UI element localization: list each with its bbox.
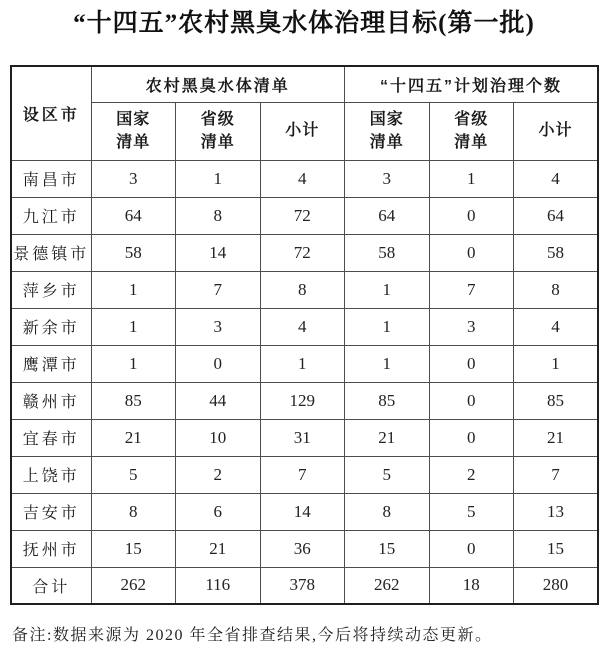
value-cell: 10	[176, 419, 261, 456]
value-cell: 0	[429, 345, 514, 382]
header-city-column: 设区市	[11, 66, 91, 160]
table-row	[11, 419, 598, 456]
value-cell: 8	[345, 493, 430, 530]
value-cell: 72	[260, 197, 345, 234]
table-row	[11, 493, 598, 530]
value-cell: 3	[345, 160, 430, 197]
value-cell: 72	[260, 234, 345, 271]
header-subtotal	[260, 102, 345, 160]
value-cell: 4	[514, 308, 599, 345]
value-cell: 15	[91, 530, 176, 567]
value-cell: 1	[91, 271, 176, 308]
header-subtotal-label: 小计	[285, 122, 320, 140]
value-cell: 6	[176, 493, 261, 530]
value-cell: 8	[514, 271, 599, 308]
value-cell: 0	[176, 345, 261, 382]
city-cell: 上饶市	[11, 456, 91, 493]
value-cell: 280	[514, 567, 599, 604]
value-cell: 0	[429, 419, 514, 456]
value-cell: 14	[260, 493, 345, 530]
value-cell: 1	[514, 345, 599, 382]
value-cell: 1	[91, 345, 176, 382]
value-cell: 58	[91, 234, 176, 271]
header-plan-national-list-label: 国家清单	[369, 110, 404, 151]
table-row	[11, 382, 598, 419]
value-cell: 0	[429, 382, 514, 419]
value-cell: 5	[91, 456, 176, 493]
value-cell: 64	[514, 197, 599, 234]
value-cell: 7	[260, 456, 345, 493]
header-plan-subtotal-label: 小计	[538, 122, 573, 140]
value-cell: 5	[345, 456, 430, 493]
value-cell: 44	[176, 382, 261, 419]
value-cell: 4	[260, 308, 345, 345]
table-row	[11, 308, 598, 345]
city-cell: 抚州市	[11, 530, 91, 567]
city-cell: 新余市	[11, 308, 91, 345]
table-row	[11, 197, 598, 234]
header-plan-subtotal	[514, 102, 599, 160]
value-cell: 58	[345, 234, 430, 271]
value-cell: 18	[429, 567, 514, 604]
header-row-groups	[11, 66, 598, 102]
header-provincial-list	[176, 102, 261, 160]
value-cell: 1	[429, 160, 514, 197]
value-cell: 1	[176, 160, 261, 197]
table-row	[11, 160, 598, 197]
city-cell: 合计	[11, 567, 91, 604]
value-cell: 21	[91, 419, 176, 456]
value-cell: 14	[176, 234, 261, 271]
value-cell: 64	[345, 197, 430, 234]
value-cell: 8	[260, 271, 345, 308]
value-cell: 5	[429, 493, 514, 530]
value-cell: 13	[514, 493, 599, 530]
city-cell: 宜春市	[11, 419, 91, 456]
value-cell: 3	[176, 308, 261, 345]
value-cell: 4	[260, 160, 345, 197]
header-plan-provincial-list-label: 省级清单	[454, 110, 489, 151]
treatment-targets-table	[10, 65, 599, 605]
table-row-total	[11, 567, 598, 604]
city-cell: 赣州市	[11, 382, 91, 419]
value-cell: 85	[345, 382, 430, 419]
page-title: “十四五”农村黑臭水体治理目标(第一批)	[73, 10, 535, 37]
value-cell: 2	[429, 456, 514, 493]
table-row	[11, 271, 598, 308]
value-cell: 3	[91, 160, 176, 197]
city-cell: 鹰潭市	[11, 345, 91, 382]
value-cell: 36	[260, 530, 345, 567]
city-cell: 吉安市	[11, 493, 91, 530]
value-cell: 8	[176, 197, 261, 234]
table-row	[11, 530, 598, 567]
table-row	[11, 234, 598, 271]
footnote: 备注:数据来源为 2020 年全省排查结果,今后将持续动态更新。	[12, 627, 493, 644]
header-row-subcolumns	[11, 102, 598, 160]
value-cell: 58	[514, 234, 599, 271]
value-cell: 85	[514, 382, 599, 419]
value-cell: 1	[345, 271, 430, 308]
value-cell: 1	[345, 308, 430, 345]
value-cell: 1	[91, 308, 176, 345]
value-cell: 31	[260, 419, 345, 456]
city-cell: 南昌市	[11, 160, 91, 197]
value-cell: 378	[260, 567, 345, 604]
value-cell: 262	[91, 567, 176, 604]
value-cell: 0	[429, 197, 514, 234]
value-cell: 7	[429, 271, 514, 308]
value-cell: 85	[91, 382, 176, 419]
value-cell: 129	[260, 382, 345, 419]
table-row	[11, 456, 598, 493]
value-cell: 7	[514, 456, 599, 493]
city-cell: 景德镇市	[11, 234, 91, 271]
value-cell: 1	[260, 345, 345, 382]
value-cell: 116	[176, 567, 261, 604]
value-cell: 0	[429, 530, 514, 567]
header-national-list	[91, 102, 176, 160]
value-cell: 7	[176, 271, 261, 308]
value-cell: 64	[91, 197, 176, 234]
value-cell: 8	[91, 493, 176, 530]
value-cell: 1	[345, 345, 430, 382]
value-cell: 21	[514, 419, 599, 456]
city-cell: 九江市	[11, 197, 91, 234]
value-cell: 21	[345, 419, 430, 456]
value-cell: 3	[429, 308, 514, 345]
value-cell: 21	[176, 530, 261, 567]
header-group-plan: “十四五”计划治理个数	[345, 66, 599, 102]
value-cell: 4	[514, 160, 599, 197]
header-group-inventory: 农村黑臭水体清单	[91, 66, 345, 102]
city-cell: 萍乡市	[11, 271, 91, 308]
table-row	[11, 345, 598, 382]
value-cell: 0	[429, 234, 514, 271]
value-cell: 2	[176, 456, 261, 493]
header-national-list-label: 国家清单	[116, 110, 151, 151]
value-cell: 15	[345, 530, 430, 567]
header-provincial-list-label: 省级清单	[200, 110, 235, 151]
value-cell: 15	[514, 530, 599, 567]
table-body	[11, 160, 598, 604]
header-plan-national-list	[345, 102, 430, 160]
header-plan-provincial-list	[429, 102, 514, 160]
value-cell: 262	[345, 567, 430, 604]
